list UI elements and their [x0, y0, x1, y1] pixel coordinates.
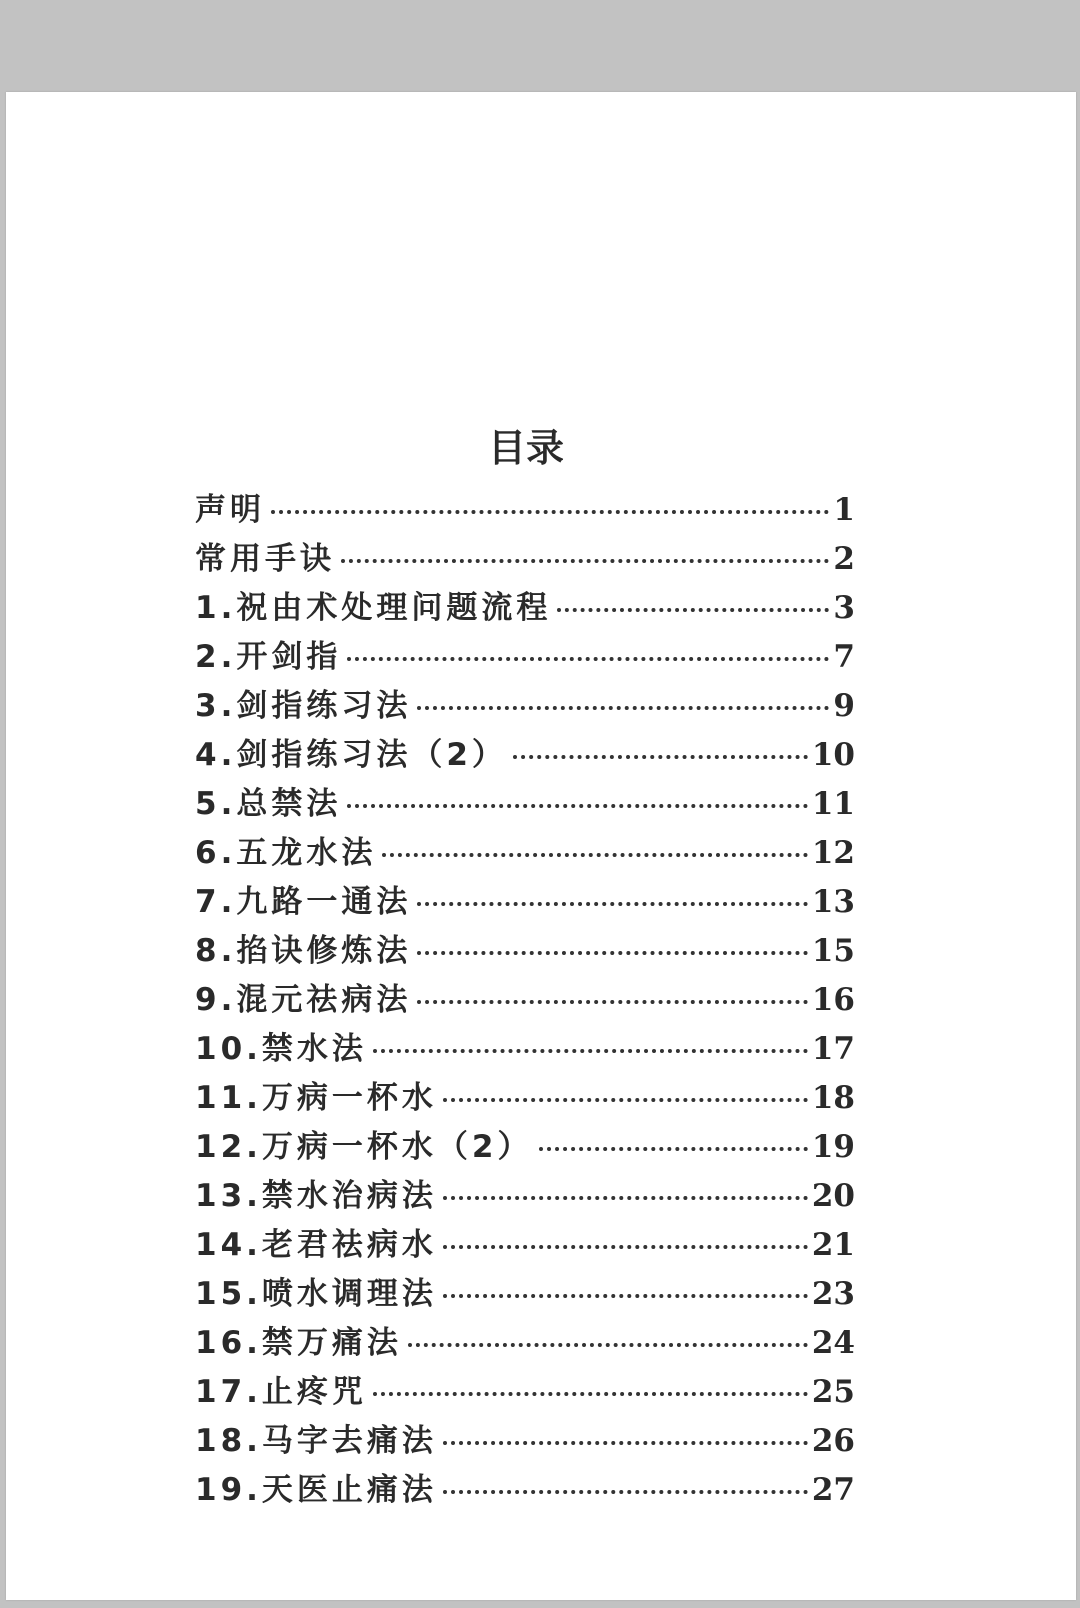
- toc-entry[interactable]: [195, 1415, 855, 1464]
- toc-entry[interactable]: [195, 680, 855, 729]
- toc-entry-page: 17: [811, 1031, 855, 1067]
- toc-dot-leader: [443, 1441, 808, 1445]
- toc-entry-label: 5.总禁法: [195, 786, 342, 822]
- toc-entry-page: 1: [833, 492, 855, 528]
- toc-entry-label: 6.五龙水法: [195, 835, 377, 871]
- toc-dot-leader: [347, 657, 829, 661]
- toc-entry-label: 10.禁水法: [195, 1031, 367, 1067]
- toc-dot-leader: [373, 1392, 808, 1396]
- toc-entry-label: 8.掐诀修炼法: [195, 933, 412, 969]
- toc-entry-page: 13: [811, 884, 855, 920]
- toc-entry[interactable]: [195, 827, 855, 876]
- toc-dot-leader: [271, 510, 829, 514]
- toc-entry-label: 16.禁万痛法: [195, 1325, 402, 1361]
- toc-entry[interactable]: [195, 729, 855, 778]
- toc-dot-leader: [341, 559, 829, 563]
- toc-entry-page: 19: [811, 1129, 855, 1165]
- toc-entry-label: 3.剑指练习法: [195, 688, 412, 724]
- toc-entry-page: 12: [811, 835, 855, 871]
- toc-entry-label: 19.天医止痛法: [195, 1472, 437, 1508]
- toc-entry[interactable]: [195, 1268, 855, 1317]
- toc-entry[interactable]: [195, 1170, 855, 1219]
- toc-dot-leader: [513, 755, 808, 759]
- toc-entry-page: 9: [833, 688, 855, 724]
- toc-dot-leader: [408, 1343, 808, 1347]
- toc-title: 目录: [487, 426, 564, 470]
- toc-entry-label: 11.万病一杯水: [195, 1080, 437, 1116]
- toc-entry-page: 23: [811, 1276, 855, 1312]
- toc-entry[interactable]: [195, 1072, 855, 1121]
- toc-entry-label: 4.剑指练习法（2）: [195, 737, 507, 773]
- toc-entry-page: 11: [811, 786, 855, 822]
- toc-entry-label: 7.九路一通法: [195, 884, 412, 920]
- toc-entry-page: 10: [811, 737, 855, 773]
- toc-entry-page: 3: [833, 590, 855, 626]
- toc-dot-leader: [417, 706, 829, 710]
- toc-entry-page: 21: [811, 1227, 855, 1263]
- toc-entry-label: 1.祝由术处理问题流程: [195, 590, 552, 626]
- toc-entry[interactable]: [195, 1121, 855, 1170]
- toc-entry[interactable]: [195, 974, 855, 1023]
- toc-dot-leader: [443, 1490, 808, 1494]
- toc-dot-leader: [539, 1147, 808, 1151]
- toc-entry[interactable]: [195, 1366, 855, 1415]
- toc-dot-leader: [373, 1049, 808, 1053]
- toc-entry-page: 27: [811, 1472, 855, 1508]
- toc-entry-page: 7: [833, 639, 855, 675]
- toc-entry-label: 12.万病一杯水（2）: [195, 1129, 533, 1165]
- toc-entry[interactable]: [195, 1317, 855, 1366]
- toc-entry[interactable]: [195, 533, 855, 582]
- table-of-contents: [195, 484, 855, 1513]
- toc-entry[interactable]: [195, 876, 855, 925]
- toc-entry-page: 15: [811, 933, 855, 969]
- toc-entry-page: 25: [811, 1374, 855, 1410]
- toc-entry-page: 2: [833, 541, 855, 577]
- toc-dot-leader: [443, 1098, 808, 1102]
- toc-entry-label: 17.止疼咒: [195, 1374, 367, 1410]
- toc-dot-leader: [443, 1196, 808, 1200]
- toc-entry-label: 14.老君祛病水: [195, 1227, 437, 1263]
- toc-entry-label: 15.喷水调理法: [195, 1276, 437, 1312]
- toc-entry-page: 20: [811, 1178, 855, 1214]
- toc-entry[interactable]: [195, 778, 855, 827]
- toc-dot-leader: [557, 608, 829, 612]
- toc-entry-label: 18.马字去痛法: [195, 1423, 437, 1459]
- toc-dot-leader: [443, 1294, 808, 1298]
- toc-entry-label: 13.禁水治病法: [195, 1178, 437, 1214]
- toc-entry-page: 16: [811, 982, 855, 1018]
- toc-entry-label: 2.开剑指: [195, 639, 342, 675]
- toc-entry-page: 18: [811, 1080, 855, 1116]
- toc-entry[interactable]: [195, 925, 855, 974]
- toc-entry[interactable]: [195, 484, 855, 533]
- toc-entry[interactable]: [195, 582, 855, 631]
- toc-entry[interactable]: [195, 1219, 855, 1268]
- toc-entry-label: 9.混元祛病法: [195, 982, 412, 1018]
- toc-entry-page: 24: [811, 1325, 855, 1361]
- toc-dot-leader: [417, 1000, 808, 1004]
- toc-entry[interactable]: [195, 1023, 855, 1072]
- toc-dot-leader: [347, 804, 808, 808]
- toc-dot-leader: [417, 951, 808, 955]
- toc-entry-page: 26: [811, 1423, 855, 1459]
- toc-dot-leader: [382, 853, 808, 857]
- document-page: [6, 92, 1076, 1600]
- toc-entry[interactable]: [195, 631, 855, 680]
- toc-entry-label: 常用手诀: [195, 541, 335, 577]
- toc-dot-leader: [417, 902, 808, 906]
- toc-dot-leader: [443, 1245, 808, 1249]
- toc-entry[interactable]: [195, 1464, 855, 1513]
- toc-entry-label: 声明: [195, 492, 265, 528]
